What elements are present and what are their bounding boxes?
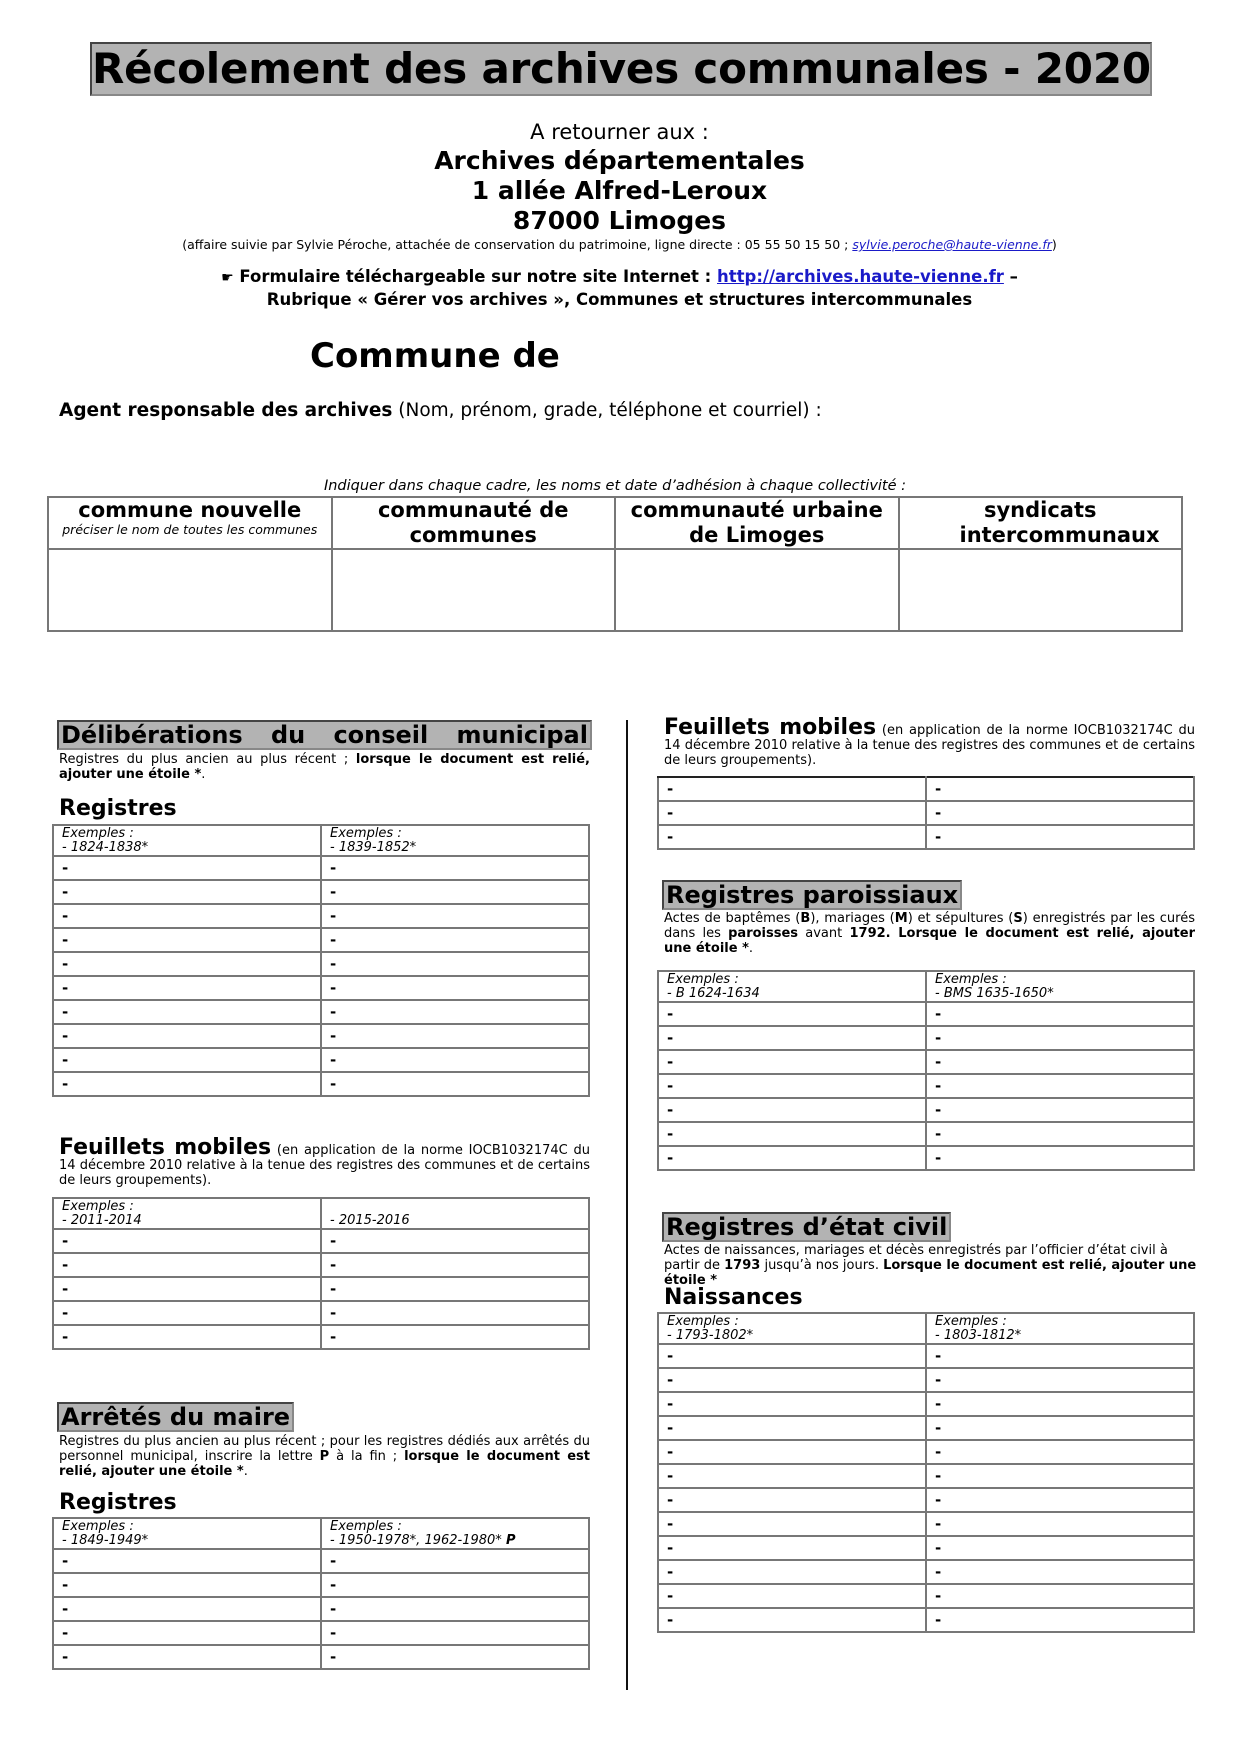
- entry-cell[interactable]: -: [658, 1368, 926, 1392]
- entry-row: [53, 1024, 589, 1048]
- example-cell: [658, 1313, 926, 1344]
- entry-row: [53, 1253, 589, 1277]
- entry-row: [53, 1000, 589, 1024]
- entry-row: [658, 1440, 1194, 1464]
- entry-cell[interactable]: -: [658, 1608, 926, 1632]
- entry-cell[interactable]: -: [53, 1253, 321, 1277]
- entry-cell[interactable]: -: [926, 777, 1194, 801]
- entry-cell[interactable]: -: [53, 1072, 321, 1096]
- entry-cell[interactable]: -: [53, 1645, 321, 1669]
- paroissiaux-description: Actes de baptêmes (B), mariages (M) et sépultures (S) enregistrés par les curés dans les paroisses avant 1792. Lorsque le document est relié, ajouter une étoile *.: [664, 911, 1195, 956]
- entry-cell[interactable]: -: [926, 825, 1194, 849]
- entry-row: [658, 1026, 1194, 1050]
- entry-cell[interactable]: -: [658, 1146, 926, 1170]
- entry-cell[interactable]: -: [658, 1050, 926, 1074]
- deliberations-registres-label: Registres: [59, 796, 177, 821]
- entry-row: [658, 1344, 1194, 1368]
- example-label: Exemples :: [62, 1199, 134, 1214]
- entry-cell[interactable]: -: [926, 1344, 1194, 1368]
- entry-row: [53, 1549, 589, 1573]
- entry-cell[interactable]: -: [321, 1597, 589, 1621]
- entry-cell[interactable]: -: [53, 976, 321, 1000]
- entry-row: [658, 1584, 1194, 1608]
- entry-cell[interactable]: -: [926, 1098, 1194, 1122]
- entry-cell[interactable]: -: [53, 1621, 321, 1645]
- entry-cell[interactable]: -: [658, 1026, 926, 1050]
- example-value: - 1839-1852*: [330, 840, 417, 855]
- return-city: 87000 Limoges: [512, 206, 727, 235]
- entry-row: [658, 801, 1194, 825]
- entry-cell[interactable]: -: [658, 801, 926, 825]
- contact-line: [0, 237, 1239, 252]
- return-intro: A retourner aux :: [530, 120, 709, 144]
- arretes-description: Registres du plus ancien au plus récent ; pour les registres dédiés aux arrêtés du personnel municipal, inscrire la lettre P à la fin ; lorsque le document est relié, ajouter une étoile *.: [59, 1434, 590, 1479]
- entry-row: [658, 1074, 1194, 1098]
- entry-cell[interactable]: -: [53, 1549, 321, 1573]
- example-cell: [53, 1198, 321, 1229]
- naissances-label: Naissances: [664, 1285, 803, 1310]
- example-cell: [321, 1198, 589, 1229]
- example-value: - 1793-1802*: [667, 1328, 754, 1343]
- contact-text: (affaire suivie par Sylvie Péroche, attachée de conservation du patrimoine, ligne directe : 05 55 50 15 50 ;: [182, 237, 853, 252]
- col-header-communaute-communes: communauté de communes: [332, 497, 616, 549]
- return-street: 1 allée Alfred-Leroux: [471, 176, 768, 205]
- col-header-syndicats: syndicats intercommunaux: [899, 497, 1183, 549]
- entry-row: [53, 1645, 589, 1669]
- entry-cell[interactable]: -: [658, 777, 926, 801]
- entry-cell[interactable]: -: [658, 1560, 926, 1584]
- entry-row: [658, 1560, 1194, 1584]
- download-text: Formulaire téléchargeable sur notre site Internet :: [239, 267, 717, 286]
- entry-row: [658, 1098, 1194, 1122]
- right-feuillets-heading: Feuillets mobiles (en application de la norme IOCB1032174C du 14 décembre 2010 relative à la tenue des registres des communes et de certains de leurs groupements).: [664, 715, 1195, 768]
- right-feuillets-table: [657, 776, 1195, 850]
- contact-email-link[interactable]: sylvie.peroche@haute-vienne.fr: [852, 237, 1052, 252]
- entry-cell[interactable]: -: [658, 1488, 926, 1512]
- entry-row: [53, 856, 589, 880]
- entry-cell[interactable]: -: [658, 825, 926, 849]
- entry-cell[interactable]: -: [53, 1573, 321, 1597]
- entry-row: [658, 1392, 1194, 1416]
- download-dash: –: [1003, 267, 1018, 286]
- input-communaute-communes[interactable]: [332, 549, 616, 631]
- entry-cell[interactable]: -: [926, 1584, 1194, 1608]
- entry-cell[interactable]: -: [658, 1074, 926, 1098]
- example-value: - 2015-2016: [330, 1213, 410, 1228]
- arretes-registres-label: Registres: [59, 1490, 177, 1515]
- agent-label: Agent responsable des archives: [59, 400, 393, 421]
- entry-row: [53, 1621, 589, 1645]
- example-value: - 1849-1949*: [62, 1533, 149, 1548]
- document-title-box: [90, 42, 1152, 96]
- entry-cell[interactable]: -: [321, 880, 589, 904]
- entry-row: [658, 1368, 1194, 1392]
- entry-row: [658, 1536, 1194, 1560]
- collectivites-table: [47, 496, 1183, 632]
- document-title: Récolement des archives communales - 2020: [92, 44, 1151, 93]
- entry-row: [658, 825, 1194, 849]
- entry-row: [53, 1573, 589, 1597]
- entry-cell[interactable]: -: [926, 1536, 1194, 1560]
- entry-cell[interactable]: -: [658, 1512, 926, 1536]
- examples-row: [53, 1518, 589, 1549]
- example-cell: [658, 971, 926, 1002]
- entry-cell[interactable]: -: [321, 1549, 589, 1573]
- entry-cell[interactable]: -: [926, 1002, 1194, 1026]
- entry-cell[interactable]: -: [658, 1344, 926, 1368]
- entry-row: [658, 1464, 1194, 1488]
- entry-cell[interactable]: -: [926, 1608, 1194, 1632]
- entry-cell[interactable]: -: [926, 1512, 1194, 1536]
- contact-suffix: ): [1051, 237, 1057, 252]
- entry-row: [53, 1277, 589, 1301]
- entry-cell[interactable]: -: [321, 1000, 589, 1024]
- agent-line: [59, 400, 822, 421]
- download-line: [0, 266, 1239, 311]
- example-label: Exemples :: [935, 972, 1007, 987]
- entry-cell[interactable]: -: [53, 1277, 321, 1301]
- entry-cell[interactable]: -: [53, 856, 321, 880]
- entry-cell[interactable]: -: [926, 1488, 1194, 1512]
- entry-row: [658, 777, 1194, 801]
- entry-row: [53, 880, 589, 904]
- example-label: Exemples :: [330, 1519, 402, 1534]
- example-label: Exemples :: [667, 972, 739, 987]
- entry-cell[interactable]: -: [53, 1301, 321, 1325]
- entry-row: [658, 1488, 1194, 1512]
- examples-row: [53, 825, 589, 856]
- example-label: Exemples :: [62, 826, 134, 841]
- entry-cell[interactable]: -: [321, 1301, 589, 1325]
- entry-cell[interactable]: -: [926, 1464, 1194, 1488]
- entry-cell[interactable]: -: [321, 1645, 589, 1669]
- agent-hint: (Nom, prénom, grade, téléphone et courriel) :: [392, 400, 822, 421]
- entry-cell[interactable]: -: [53, 928, 321, 952]
- commune-label: Commune de: [310, 336, 560, 376]
- deliberations-heading: Délibérations du conseil municipal: [57, 720, 592, 750]
- arretes-heading: Arrêtés du maire: [57, 1402, 294, 1432]
- entry-cell[interactable]: -: [53, 1597, 321, 1621]
- download-rubrique: Rubrique « Gérer vos archives », Communes et structures intercommunales: [266, 290, 973, 309]
- entry-cell[interactable]: -: [321, 1072, 589, 1096]
- entry-cell[interactable]: -: [658, 1416, 926, 1440]
- column-divider: [626, 720, 628, 1690]
- entry-cell[interactable]: -: [321, 1277, 589, 1301]
- entry-cell[interactable]: -: [658, 1002, 926, 1026]
- example-label: Exemples :: [330, 826, 402, 841]
- website-link[interactable]: http://archives.haute-vienne.fr: [717, 267, 1004, 286]
- entry-cell[interactable]: -: [926, 1392, 1194, 1416]
- deliberations-feuillets-table: [52, 1197, 590, 1350]
- example-value: - B 1624-1634: [667, 986, 760, 1001]
- examples-row: [53, 1198, 589, 1229]
- paroissiaux-heading: Registres paroissiaux: [662, 880, 962, 910]
- entry-cell[interactable]: -: [926, 1560, 1194, 1584]
- col-header-communaute-urbaine: communauté urbaine de Limoges: [615, 497, 899, 549]
- entry-cell[interactable]: -: [926, 1368, 1194, 1392]
- entry-cell[interactable]: -: [321, 1325, 589, 1349]
- entry-cell[interactable]: -: [321, 1024, 589, 1048]
- example-cell: [321, 1518, 589, 1549]
- entry-cell[interactable]: -: [926, 1074, 1194, 1098]
- input-communaute-urbaine[interactable]: [615, 549, 899, 631]
- entry-cell[interactable]: -: [53, 1048, 321, 1072]
- entry-row: [53, 928, 589, 952]
- entry-row: [53, 952, 589, 976]
- arretes-registres-table: [52, 1517, 590, 1670]
- entry-cell[interactable]: -: [321, 904, 589, 928]
- entry-row: [53, 904, 589, 928]
- example-label: Exemples :: [935, 1314, 1007, 1329]
- input-syndicats[interactable]: [899, 549, 1183, 631]
- example-label: Exemples :: [667, 1314, 739, 1329]
- example-value: - 1950-1978*, 1962-1980* P: [330, 1533, 516, 1548]
- return-org: Archives départementales: [434, 146, 805, 175]
- entry-cell[interactable]: -: [321, 1573, 589, 1597]
- entry-cell[interactable]: -: [926, 1416, 1194, 1440]
- etat-civil-heading: Registres d’état civil: [662, 1212, 951, 1242]
- entry-row: [53, 1325, 589, 1349]
- example-cell: [53, 825, 321, 856]
- entry-row: [658, 1002, 1194, 1026]
- example-value: - 1803-1812*: [935, 1328, 1022, 1343]
- example-cell: [321, 825, 589, 856]
- paroissiaux-table: [657, 970, 1195, 1171]
- entry-row: [53, 1301, 589, 1325]
- collectivites-instruction: Indiquer dans chaque cadre, les noms et date d’adhésion à chaque collectivité :: [323, 478, 907, 494]
- example-value: - BMS 1635-1650*: [935, 986, 1054, 1001]
- entry-cell[interactable]: -: [658, 1536, 926, 1560]
- entry-row: [658, 1512, 1194, 1536]
- entry-row: [658, 1146, 1194, 1170]
- entry-cell[interactable]: -: [658, 1464, 926, 1488]
- entry-row: [658, 1050, 1194, 1074]
- entry-row: [658, 1122, 1194, 1146]
- entry-row: [53, 976, 589, 1000]
- entry-cell[interactable]: -: [926, 1440, 1194, 1464]
- examples-row: [658, 971, 1194, 1002]
- entry-cell[interactable]: -: [658, 1122, 926, 1146]
- deliberations-description: Registres du plus ancien au plus récent ; lorsque le document est relié, ajouter une étoile *.: [59, 752, 590, 782]
- entry-row: [53, 1597, 589, 1621]
- entry-cell[interactable]: -: [321, 1621, 589, 1645]
- deliberations-feuillets-heading: Feuillets mobiles (en application de la norme IOCB1032174C du 14 décembre 2010 relative à la tenue des registres des communes et de certains de leurs groupements).: [59, 1135, 590, 1188]
- naissances-table: [657, 1312, 1195, 1633]
- entry-row: [658, 1416, 1194, 1440]
- example-cell: [926, 971, 1194, 1002]
- entry-cell[interactable]: -: [53, 1325, 321, 1349]
- entry-cell[interactable]: -: [926, 1122, 1194, 1146]
- entry-cell[interactable]: -: [321, 1253, 589, 1277]
- entry-cell[interactable]: -: [53, 1024, 321, 1048]
- examples-row: [658, 1313, 1194, 1344]
- entry-cell[interactable]: -: [926, 1146, 1194, 1170]
- example-label: [330, 1200, 580, 1214]
- input-commune-nouvelle[interactable]: [48, 549, 332, 631]
- example-cell: [926, 1313, 1194, 1344]
- entry-cell[interactable]: -: [321, 856, 589, 880]
- entry-cell[interactable]: -: [53, 1229, 321, 1253]
- example-label: Exemples :: [62, 1519, 134, 1534]
- entry-cell[interactable]: -: [321, 952, 589, 976]
- entry-cell[interactable]: -: [926, 1050, 1194, 1074]
- entry-cell[interactable]: -: [658, 1584, 926, 1608]
- example-cell: [53, 1518, 321, 1549]
- entry-cell[interactable]: -: [53, 880, 321, 904]
- etat-civil-description: Actes de naissances, mariages et décès enregistrés par l’officier d’état civil à partir de 1793 jusqu’à nos jours. Lorsque le document est relié, ajouter une étoile *: [664, 1243, 1197, 1288]
- col-header-commune-nouvelle: commune nouvelle préciser le nom de toutes les communes: [48, 497, 332, 549]
- entry-cell[interactable]: -: [658, 1098, 926, 1122]
- entry-row: [53, 1229, 589, 1253]
- example-value: - 2011-2014: [62, 1213, 142, 1228]
- entry-cell[interactable]: -: [321, 976, 589, 1000]
- entry-cell[interactable]: -: [658, 1440, 926, 1464]
- entry-cell[interactable]: -: [321, 1229, 589, 1253]
- entry-row: [53, 1048, 589, 1072]
- entry-cell[interactable]: -: [321, 928, 589, 952]
- entry-row: [53, 1072, 589, 1096]
- entry-row: [658, 1608, 1194, 1632]
- example-value: - 1824-1838*: [62, 840, 149, 855]
- entry-cell[interactable]: -: [321, 1048, 589, 1072]
- entry-cell[interactable]: -: [658, 1392, 926, 1416]
- entry-cell[interactable]: -: [926, 1026, 1194, 1050]
- pointing-hand-icon: ☛: [221, 270, 234, 286]
- entry-cell[interactable]: -: [53, 1000, 321, 1024]
- entry-cell[interactable]: -: [53, 904, 321, 928]
- deliberations-registres-table: [52, 824, 590, 1097]
- entry-cell[interactable]: -: [53, 952, 321, 976]
- entry-cell[interactable]: -: [926, 801, 1194, 825]
